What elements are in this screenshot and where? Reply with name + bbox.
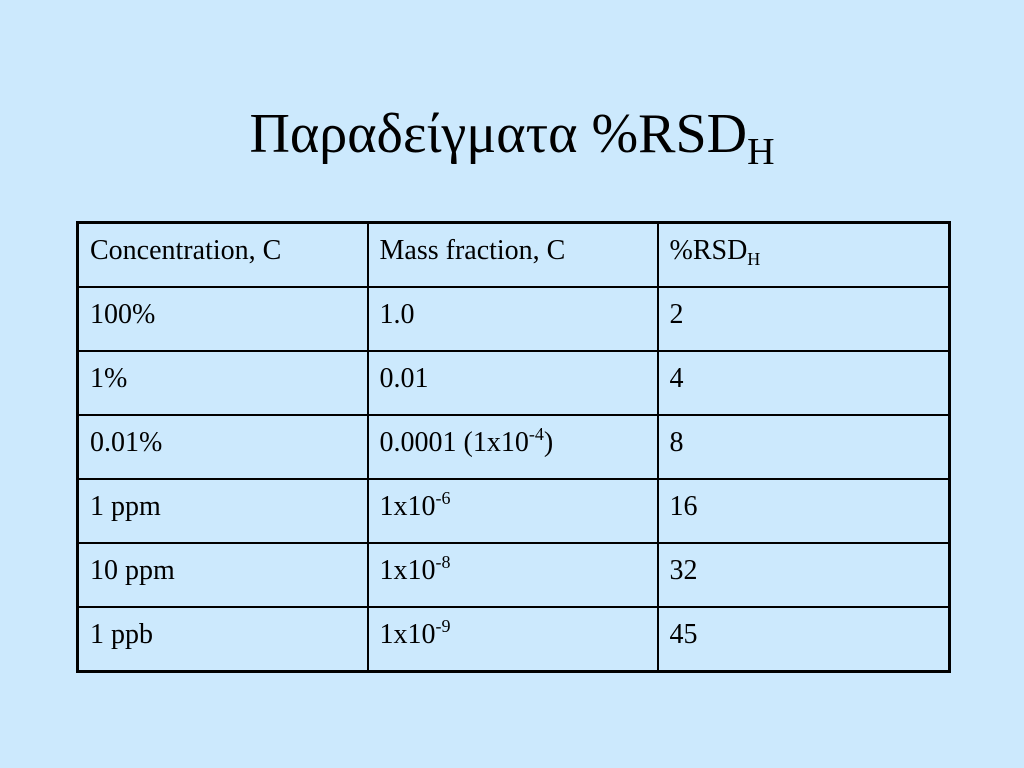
cell-text: [669, 224, 761, 269]
cell-text: [670, 416, 684, 457]
cell-text: [90, 416, 162, 457]
cell-value: 1 ppm: [90, 491, 161, 522]
cell-value: 0.01%: [90, 427, 163, 458]
cell-concentration: [78, 415, 368, 479]
cell-value: 8: [669, 427, 684, 458]
cell-subscript: H: [747, 249, 761, 269]
table-row: [78, 351, 950, 415]
cell-rsd: [658, 415, 950, 479]
cell-concentration: [78, 607, 368, 672]
cell-text: [90, 608, 153, 649]
cell-text: [670, 544, 698, 585]
slide-title-subscript: H: [747, 131, 775, 173]
table-row: [78, 607, 950, 672]
cell-text: [380, 224, 566, 265]
cell-text: [90, 224, 281, 265]
cell-mass-fraction: [368, 607, 658, 672]
cell-mass-fraction: [368, 543, 658, 607]
cell-text: [380, 352, 429, 393]
cell-exponent: -6: [435, 488, 451, 508]
cell-value: 100%: [90, 299, 156, 330]
cell-value: 0.01: [379, 363, 429, 394]
rsd-table-body: [78, 223, 950, 672]
cell-value: Mass fraction, C: [379, 235, 566, 266]
table-row: [78, 479, 950, 543]
cell-rsd: [658, 351, 950, 415]
cell-text: [380, 544, 451, 585]
header-cell-mass-fraction: [368, 223, 658, 288]
cell-value: 32: [669, 555, 698, 586]
cell-rsd: [658, 543, 950, 607]
slide-title: [0, 98, 1024, 173]
header-cell-rsd: [658, 223, 950, 288]
cell-value: 45: [669, 619, 698, 650]
cell-text: [380, 608, 451, 649]
cell-text: [670, 288, 684, 329]
cell-mass-fraction: [368, 479, 658, 543]
rsd-table: [76, 221, 951, 673]
cell-value: 0.0001 (1x10: [379, 427, 529, 458]
cell-value: 1x10: [379, 491, 436, 522]
cell-value: 10 ppm: [90, 555, 175, 586]
cell-concentration: [78, 351, 368, 415]
cell-concentration: [78, 543, 368, 607]
cell-exponent: -8: [435, 552, 451, 572]
cell-text: [90, 544, 175, 585]
cell-value: 1x10: [379, 555, 436, 586]
cell-text: [380, 288, 415, 329]
table-row: [78, 415, 950, 479]
cell-text: [670, 352, 684, 393]
cell-value: 2: [669, 299, 684, 330]
cell-text: [90, 480, 161, 521]
cell-mass-fraction: [368, 415, 658, 479]
cell-value: 1 ppb: [90, 619, 153, 650]
cell-value: 4: [669, 363, 684, 394]
cell-text: [380, 480, 451, 521]
cell-mass-fraction: [368, 351, 658, 415]
table-row: [78, 287, 950, 351]
cell-exponent: -4: [528, 424, 544, 444]
cell-text: [90, 288, 155, 329]
cell-text: [670, 480, 698, 521]
cell-text: [670, 608, 698, 649]
table-row: [78, 543, 950, 607]
cell-value: 1.0: [379, 299, 415, 330]
slide-title-text: Παραδείγματα %RSD: [249, 103, 748, 165]
cell-concentration: [78, 479, 368, 543]
cell-exponent: -9: [435, 616, 451, 636]
table-header-row: [78, 223, 950, 288]
header-cell-concentration: [78, 223, 368, 288]
cell-value: 16: [669, 491, 698, 522]
cell-value: 1%: [90, 363, 128, 394]
cell-rsd: [658, 607, 950, 672]
cell-value: %RSD: [669, 235, 748, 266]
cell-text: [90, 352, 127, 393]
cell-concentration: [78, 287, 368, 351]
cell-rsd: [658, 479, 950, 543]
cell-text: [380, 416, 554, 457]
cell-value: 1x10: [379, 619, 436, 650]
cell-mass-fraction: [368, 287, 658, 351]
cell-value: Concentration, C: [90, 235, 282, 266]
cell-rsd: [658, 287, 950, 351]
cell-suffix: ): [543, 427, 554, 458]
